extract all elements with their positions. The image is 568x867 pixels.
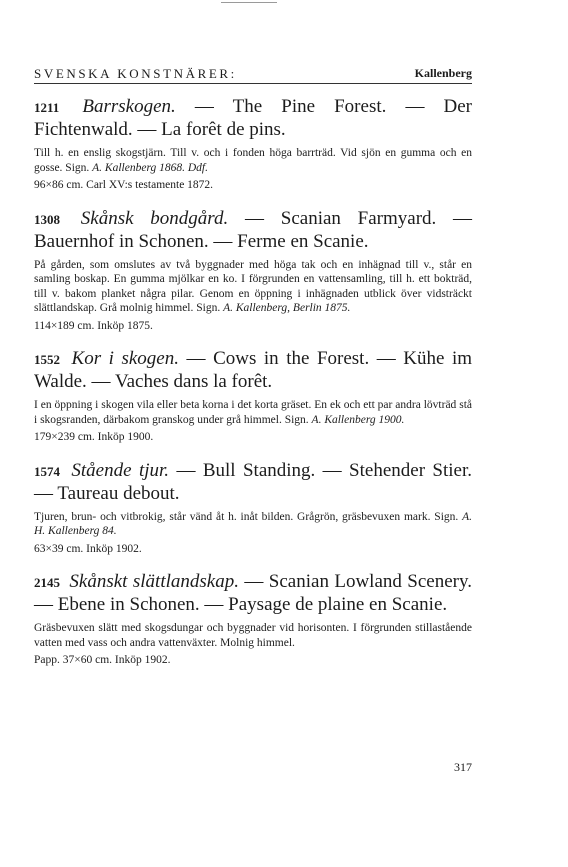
entry-title-swedish: Barrskogen. [82, 96, 176, 117]
entry-title-swedish: Skånsk bondgård. [80, 207, 229, 229]
entry-title-swedish: Skånskt slättlandskap. [69, 571, 239, 592]
entry-title-translations: — The Pine Forest. — Der Fichtenwald. — La forêt de pins. [34, 96, 473, 140]
entry-number: 1552 [34, 352, 60, 367]
catalogue-entry [34, 96, 472, 193]
catalogue-entries [34, 96, 472, 668]
page-number: 317 [454, 760, 472, 774]
entry-title-swedish: Kor i skogen. [71, 348, 179, 369]
running-head-rule [34, 83, 472, 84]
running-head [34, 66, 472, 82]
entry-signature: A. Kallenberg 1868. Ddf. [92, 161, 208, 174]
entry-title-translations: — Scanian Farmyard. — Bauernhof in Schonen. — Ferme en Scanie. [34, 207, 473, 252]
running-head-artist: Kallenberg [414, 66, 472, 80]
entry-dimensions-provenance: Papp. 37×60 cm. Inköp 1902. [34, 654, 171, 666]
entry-dimensions-provenance: 96×86 cm. Carl XV:s testamente 1872. [34, 179, 214, 191]
entry-number: 1308 [34, 211, 60, 227]
entry-title-translations: — Bull Standing. — Stehender Stier. — Taureau debout. [34, 459, 473, 504]
entry-description [34, 146, 472, 175]
entry-heading [34, 460, 472, 505]
entry-number: 1574 [34, 463, 60, 479]
description-text: Tjuren, brun- och vitbrokig, står vänd åt h. inåt bilden. Grågrön, gräsbevuxen mark. Sign. [34, 510, 459, 523]
entry-heading [34, 348, 472, 393]
entry-title-translations: — Scanian Lowland Scenery. — Ebene in Schonen. — Paysage de plaine en Scanie. [34, 571, 473, 615]
entry-description [34, 398, 472, 427]
description-text: I en öppning i skogen vila eller beta korna i det korta gräset. En ek och ett par andra lövträd stå i skogsranden, därbakom granskog under grå himmel. Sign. [34, 399, 472, 426]
catalogue-entry [34, 460, 472, 557]
entry-number: 2145 [34, 575, 60, 590]
description-text: Till h. en enslig skogstjärn. Till v. och i fonden höga barrträd. Vid sjön en gumma och en gosse. Sign. [34, 147, 472, 174]
entry-dimensions-provenance: 63×39 cm. Inköp 1902. [34, 542, 142, 555]
catalogue-entry [34, 208, 472, 334]
entry-signature: A. H. Kallenberg 84. [34, 510, 473, 537]
catalogue-entry [34, 348, 472, 445]
entry-signature: A. Kallenberg, Berlin 1875. [223, 302, 351, 314]
entry-title-swedish: Stående tjur. [71, 459, 170, 481]
entry-title-translations: — Cows in the Forest. — Kühe im Walde. — Vaches dans la forêt. [34, 348, 473, 392]
description-text: Gräsbevuxen slätt med skogsdungar och byggnader vid horisonten. I förgrunden stillastående vatten med vass och andra vattenväxter. Molnig himmel. [34, 622, 472, 649]
entry-signature: A. Kallenberg 1900. [311, 413, 405, 426]
entry-description [34, 621, 472, 650]
entry-dimensions-provenance: 114×189 cm. Inköp 1875. [34, 319, 153, 332]
catalogue-entry [34, 571, 472, 668]
entry-heading [34, 571, 472, 616]
entry-dimensions-provenance: 179×239 cm. Inköp 1900. [34, 431, 154, 443]
entry-description [34, 258, 472, 316]
entry-heading [34, 208, 472, 253]
entry-heading [34, 96, 472, 141]
description-text: På gården, som omslutes av två byggnader med höga tak och en inhägnad till v., står en samling boskap. En gumma mjölkar en ko. I förgrunden en vattensamling, till h. ett bokträd, till v. bakom planket några pilar. Genom en öppning i inhägnaden utblick över vidsträckt slättlandskap. Grå molnig himmel. Sign. [34, 258, 472, 314]
running-head-section: SVENSKA KONSTNÄRER: [34, 66, 237, 81]
entry-number: 1211 [34, 100, 60, 115]
top-decorative-rule [221, 2, 277, 3]
entry-description [34, 510, 472, 539]
